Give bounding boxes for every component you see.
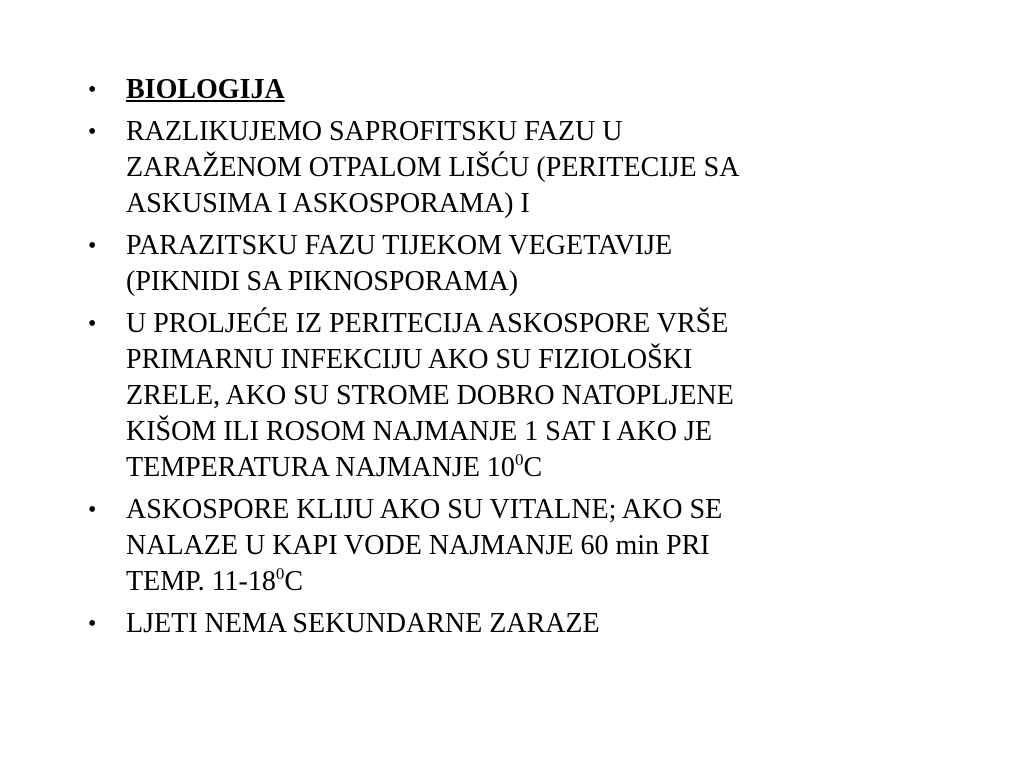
bullet-item-primarna-infekcija	[88, 306, 908, 486]
bullet-icon: •	[88, 611, 97, 637]
bullet-item-klijanje-askospora	[88, 492, 908, 600]
bullet-line: LJETI NEMA SEKUNDARNE ZARAZE	[126, 608, 600, 639]
temperature-text: TEMPERATURA NAJMANJE 10	[126, 452, 515, 483]
temperature-text: TEMP. 11-18	[126, 566, 276, 597]
bullet-line: RAZLIKUJEMO SAPROFITSKU FAZU U	[126, 116, 623, 147]
bullet-list	[88, 72, 908, 648]
bullet-item-heading	[88, 72, 908, 108]
bullet-line: ZARAŽENOM OTPALOM LIŠĆU (PERITECIJE SA	[126, 152, 740, 183]
bullet-icon: •	[88, 77, 97, 103]
temperature-unit: C	[523, 452, 543, 483]
bullet-icon: •	[88, 233, 97, 259]
bullet-icon: •	[88, 497, 97, 523]
bullet-line: NALAZE U KAPI VODE NAJMANJE 60 min PRI	[126, 530, 710, 561]
bullet-icon: •	[88, 311, 97, 337]
bullet-line: PARAZITSKU FAZU TIJEKOM VEGETAVIJE	[126, 230, 673, 261]
bullet-line: KIŠOM ILI ROSOM NAJMANJE 1 SAT I AKO JE	[126, 416, 712, 447]
bullet-line: ZRELE, AKO SU STROME DOBRO NATOPLJENE	[126, 380, 734, 411]
bullet-line: (PIKNIDI SA PIKNOSPORAMA)	[126, 266, 519, 297]
slide-heading: BIOLOGIJA	[126, 74, 285, 105]
bullet-item-saprofitska-faza	[88, 114, 908, 222]
bullet-line-temperature	[126, 564, 908, 600]
bullet-line: U PROLJEĆE IZ PERITECIJA ASKOSPORE VRŠE	[126, 308, 729, 339]
degree-superscript: 0	[275, 563, 285, 583]
bullet-line: ASKOSPORE KLIJU AKO SU VITALNE; AKO SE	[126, 494, 723, 525]
bullet-item-ljeti	[88, 606, 908, 642]
bullet-icon: •	[88, 119, 97, 145]
bullet-item-parazitska-faza	[88, 228, 908, 300]
bullet-line-temperature	[126, 450, 908, 486]
temperature-unit: C	[284, 566, 304, 597]
bullet-line: PRIMARNU INFEKCIJU AKO SU FIZIOLOŠKI	[126, 344, 693, 375]
degree-superscript: 0	[514, 449, 524, 469]
bullet-line: ASKUSIMA I ASKOSPORAMA) I	[126, 188, 530, 219]
